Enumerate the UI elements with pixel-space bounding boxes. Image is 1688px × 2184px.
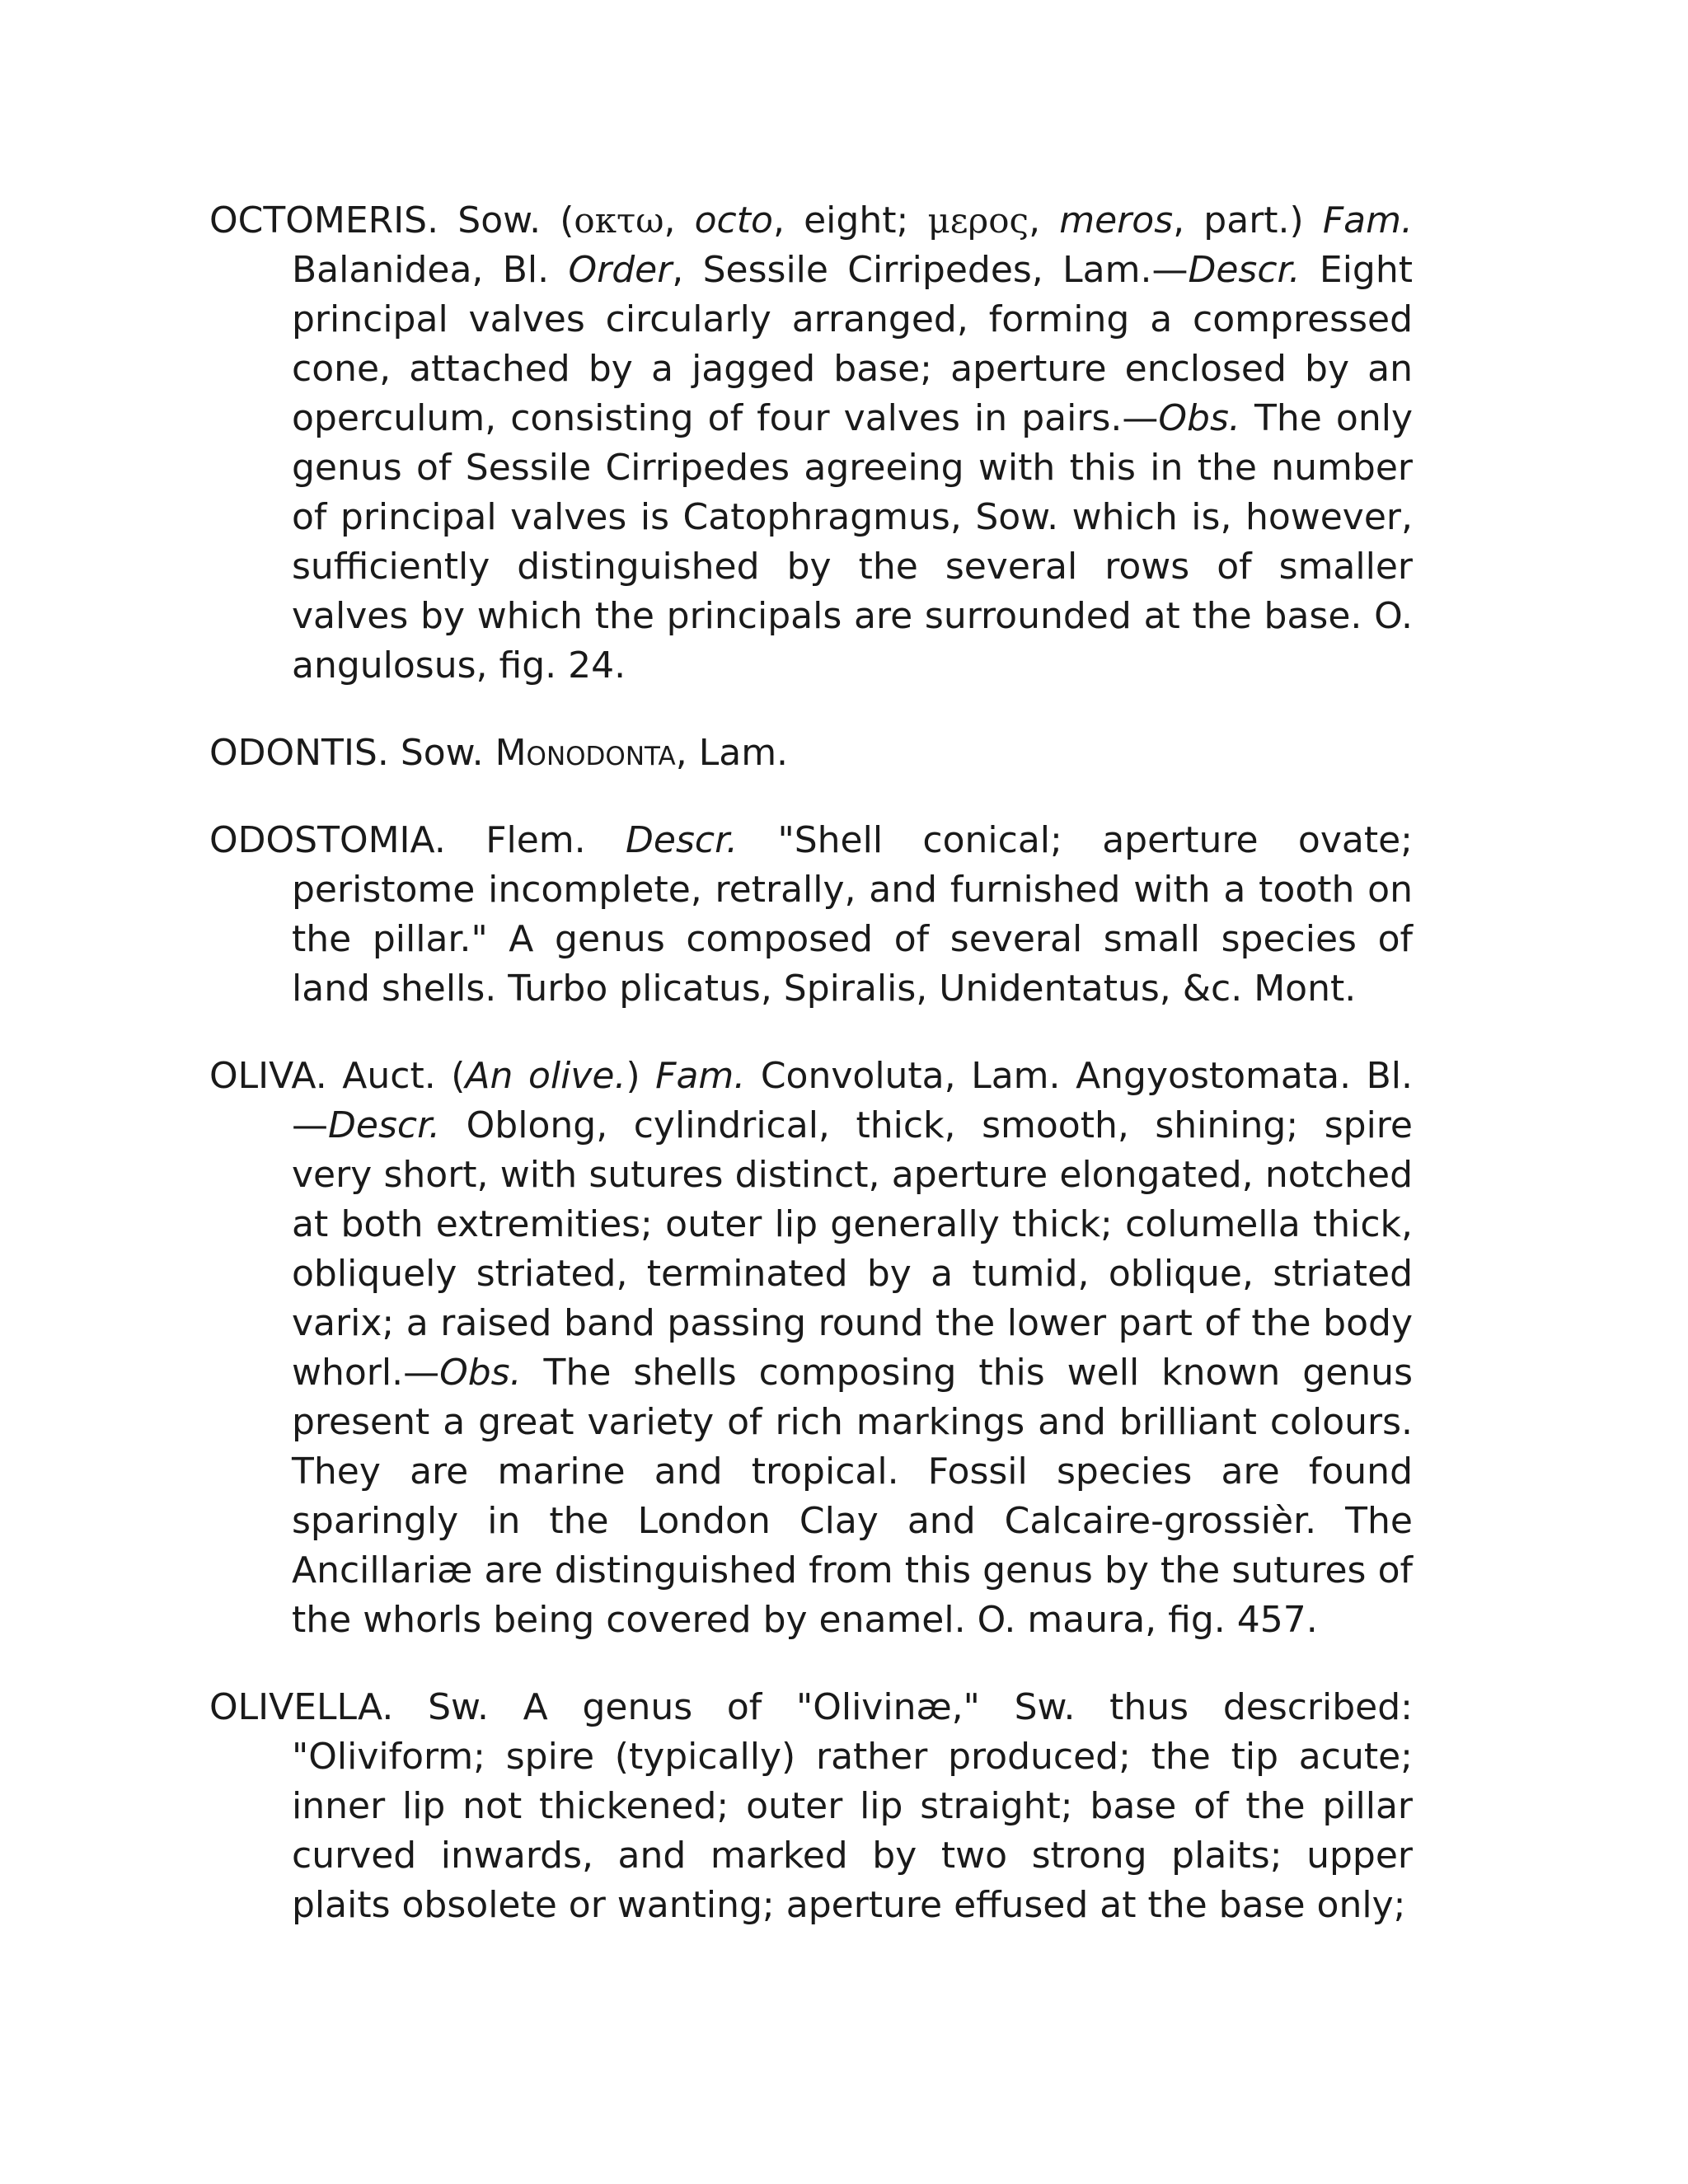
- italic-run: An olive.: [465, 1055, 626, 1097]
- text-run: "Shell conical; aperture ovate; peristome incomplete, retrally, and furnished with a tooth on the pillar." A genus composed of several small species of land shells. Turbo plicatus, Spiralis, Unidentatus, &c. Mont.: [292, 819, 1414, 1010]
- italic-run: Descr.: [626, 819, 738, 861]
- text-run: Convoluta, Lam. Angyostomata. Bl. —: [292, 1055, 1414, 1146]
- text-run: Eight principal valves circularly arranged, forming a compressed cone, attached by a jagged base; aperture enclosed by an operculum, consisting of four valves in pairs.—: [292, 249, 1413, 439]
- text-run: , Lam.: [675, 732, 789, 774]
- small-caps-run: Monodonta: [495, 732, 676, 774]
- italic-run: Descr.: [328, 1104, 441, 1146]
- entry-odostomia: [209, 816, 1413, 1014]
- text-run: Balanidea, Bl.: [292, 249, 569, 291]
- entry-octomeris: [209, 196, 1413, 691]
- text-run: The shells composing this well known genus present a great variety of rich markings and brilliant colours. They are marine and tropical. Fossil species are found sparingly in the London Clay and Calcaire-grossièr. The Ancillariæ are distinguished from this genus by the sutures of the whorls being covered by enamel. O. maura, fig. 457.: [292, 1352, 1413, 1641]
- text-run: ,: [663, 199, 695, 241]
- italic-run: Fam.: [1322, 199, 1413, 241]
- text-run: OLIVELLA. Sw. A genus of "Olivinæ," Sw. thus described: "Oliviform; spire (typically) rather produced; the tip acute; inner lip not thickened; outer lip straight; base of the pillar curved inwards, and marked by two strong plaits; upper plaits obsolete or wanting; aperture effused at the base only;: [209, 1686, 1413, 1926]
- glossary-entries: [209, 196, 1413, 1968]
- entry-olivella: [209, 1683, 1413, 1930]
- text-run: ,: [1029, 199, 1060, 241]
- italic-run: Order: [568, 249, 673, 291]
- text-run: , eight;: [772, 199, 928, 241]
- text-run: OCTOMERIS. Sow. (: [209, 199, 574, 241]
- italic-run: meros: [1059, 199, 1174, 241]
- italic-run: octo: [694, 199, 773, 241]
- entry-odontis: [209, 729, 1413, 778]
- text-run: , Sessile Cirripedes, Lam.—: [672, 249, 1189, 291]
- italic-run: Obs.: [439, 1352, 522, 1394]
- text-run: ODONTIS. Sow.: [209, 732, 495, 774]
- text-run: The only genus of Sessile Cirripedes agreeing with this in the number of principal valves is Catophragmus, Sow. which is, however, sufficiently distinguished by the several rows of smaller valves by which the principals are surrounded at the base. O. angulosus, fig. 24.: [292, 397, 1413, 687]
- italic-run: Obs.: [1158, 397, 1240, 439]
- entry-oliva: [209, 1052, 1413, 1645]
- text-run: OLIVA. Auct. (: [209, 1055, 466, 1097]
- italic-run: Fam.: [655, 1055, 746, 1097]
- italic-run: Descr.: [1188, 249, 1301, 291]
- greek-run: μερος: [927, 200, 1029, 241]
- greek-run: οκτω: [574, 200, 664, 241]
- text-run: Oblong, cylindrical, thick, smooth, shining; spire very short, with sutures distinct, aperture elongated, notched at both extremities; outer lip generally thick; columella thick, obliquely striated, terminated by a tumid, oblique, striated varix; a raised band passing round the lower part of the body whorl.—: [292, 1104, 1413, 1394]
- text-run: ODOSTOMIA. Flem.: [209, 819, 626, 861]
- text-run: , part.): [1173, 199, 1323, 241]
- text-run: ): [626, 1055, 656, 1097]
